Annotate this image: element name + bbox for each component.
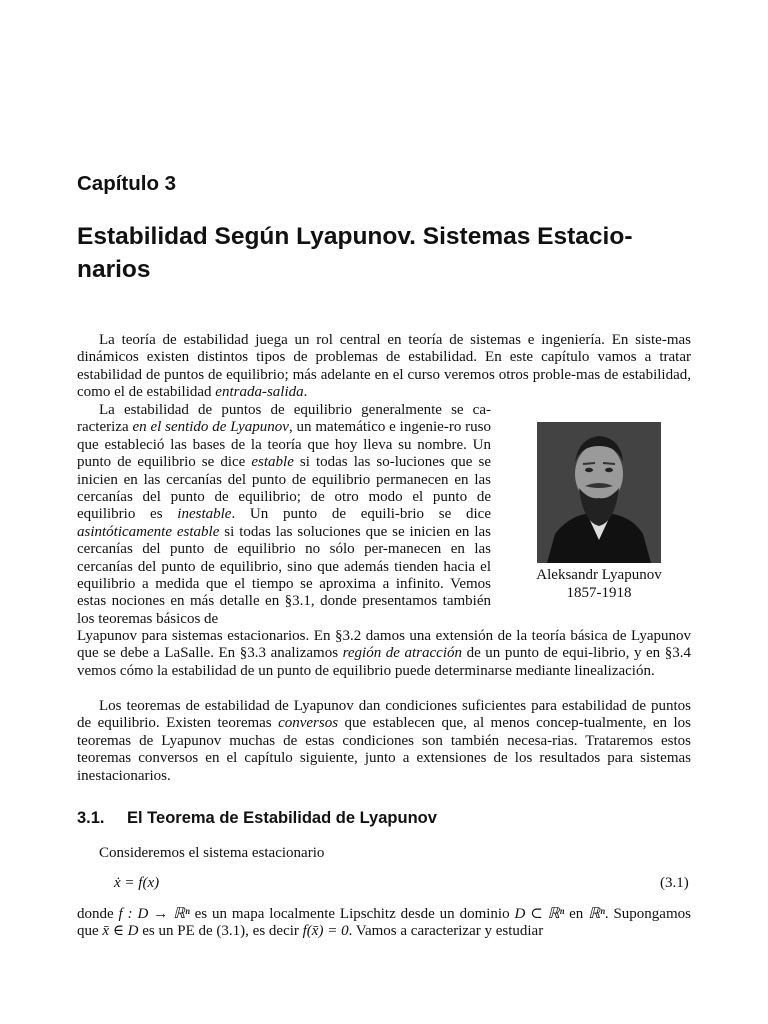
p2b-text-b: de un punto de equi-librio, y en §3.4 vemos cómo la estabilidad de un punto de equilibrio puede determinarse mediante linealización. [77, 645, 691, 679]
p1-text-b: . [303, 384, 308, 401]
p4-j: f(x̄) = 0 [302, 923, 349, 940]
intro-paragraph-2-continued [77, 628, 691, 680]
p4-h: x̄ ∈ D [102, 923, 139, 940]
p2-text-c: si todas las so-luciones que se inicien en las cercanías del punto de equilibrio permanecen en las cercanías del punto de equilibrio; de otro modo el punto de equilibrio es [77, 454, 491, 523]
p3-emph: conversos [278, 715, 339, 732]
p1-text-a: La teoría de estabilidad juega un rol central en teoría de sistemas e ingeniería. En siste-mas dinámicos existen distintos tipos de problemas de estabilidad. En este capítulo vamos a tratar estabilidad de puntos de equilibrio; más adelante en el curso veremos otros proble-mas de estabilidad, como el de estabilidad [77, 332, 691, 401]
p4-f: ℝⁿ [588, 906, 605, 922]
equation: ẋ = f(x) [114, 875, 160, 891]
chapter-label: Capítulo 3 [77, 172, 177, 195]
p4-k: . Vamos a caracterizar y estudiar [348, 923, 544, 940]
p2-emph-2: estable [251, 454, 294, 471]
p4-c: es un mapa localmente Lipschitz desde un dominio [189, 906, 515, 922]
p2b-text-a: Lyapunov para sistemas estacionarios. En §3.2 damos una extensión de la teoría básica de Lyapunov que se debe a LaSalle. En §3.3 analizamos [77, 628, 691, 662]
p3-text-a: Los teoremas de estabilidad de Lyapunov dan condiciones suficientes para estabilidad de puntos de equilibrio. Existen teoremas [77, 698, 691, 732]
p4-b: f : D → ℝⁿ [118, 906, 190, 922]
p1-emph: entrada-salida [215, 384, 304, 401]
section-number: 3.1. [77, 809, 105, 827]
portrait-illustration [537, 422, 661, 563]
p2-text-a: La estabilidad de puntos de equilibrio generalmente se ca-racteriza [77, 402, 491, 436]
p2-emph-3: inestable [177, 506, 232, 523]
p4-e: en [564, 906, 589, 922]
p4-i: es un PE de (3.1), es decir [138, 923, 303, 940]
section-lead: Consideremos el sistema estacionario [99, 845, 325, 861]
p4-a: donde [77, 906, 119, 922]
p4-g: . Supongamos que [77, 906, 691, 940]
p3-text-b: que establecen que, al menos concep-tualmente, en los teoremas de Lyapunov muchas de estas condiciones son también necesa-rias. Trataremos estos teoremas conversos en el capítulo siguiente, junto a extensiones de los resultados para sistemas inestacionarios. [77, 715, 691, 784]
chapter-title: Estabilidad Según Lyapunov. Sistemas Estacio-narios [77, 223, 633, 283]
section-title: El Teorema de Estabilidad de Lyapunov [127, 809, 437, 827]
p2-emph-4: asintóticamente estable [77, 523, 220, 540]
section-heading [77, 809, 437, 828]
p4-d: D ⊂ ℝⁿ [514, 906, 565, 922]
caption-years: 1857-1918 [566, 584, 632, 601]
equation-number: (3.1) [660, 875, 689, 891]
p2-emph-1: en el sentido de Lyapunov [132, 419, 289, 436]
lyapunov-portrait [537, 422, 661, 563]
p2-text-e: si todas las soluciones que se inicien en las cercanías del punto de equilibrio no sólo per-manecen en las cercanías del punto de equilibrio, sino que además tienden hacia el equilibrio a medida que el tiempo se aproxima a infinito. Vemos estas nociones en más detalle en §3.1, donde presentamos también los teoremas básicos de [77, 523, 492, 627]
p2-text-b: , un matemático e ingenie-ro ruso que estableció las bases de la teoría que hoy lleva su nombre. Un punto de equilibrio se dice [77, 419, 491, 471]
figure-caption [508, 567, 690, 602]
intro-paragraph-1 [77, 332, 691, 402]
section-paragraph [77, 906, 691, 941]
intro-paragraph-3 [77, 698, 691, 785]
caption-name: Aleksandr Lyapunov [536, 567, 662, 583]
intro-paragraph-2 [77, 402, 491, 628]
p2b-emph: región de atracción [342, 645, 462, 662]
p2-text-d: . Un punto de equili-brio se dice [231, 506, 491, 523]
